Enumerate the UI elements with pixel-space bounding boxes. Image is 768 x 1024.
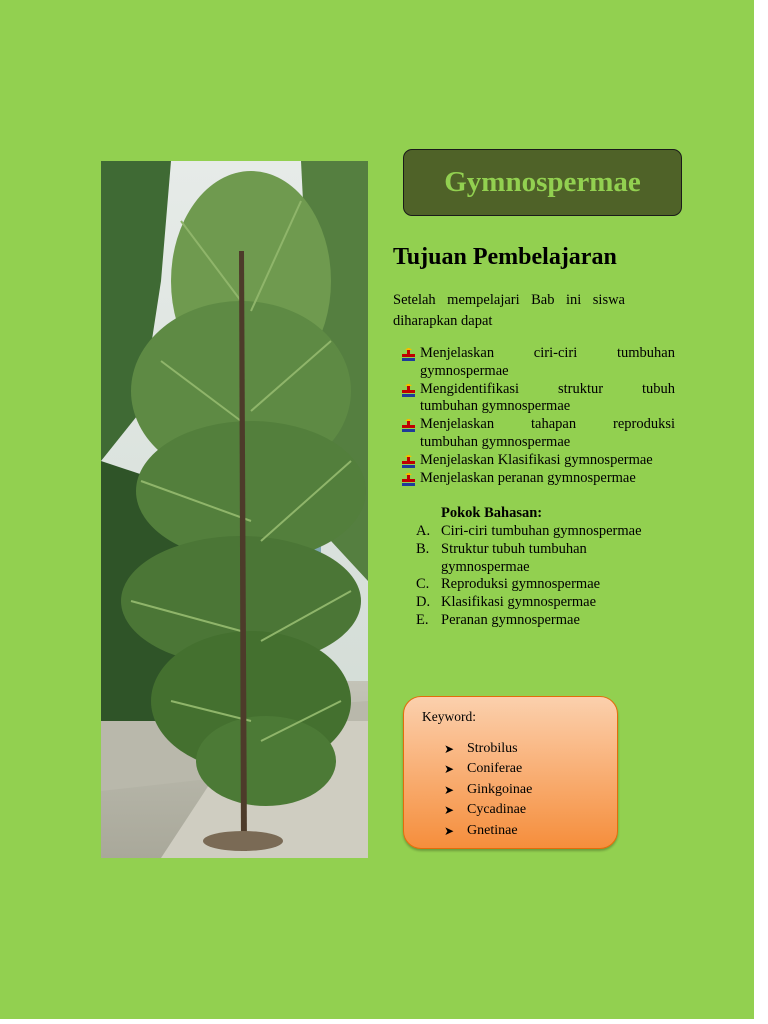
plus-arrow-bullet-icon (402, 384, 415, 397)
list-item (416, 523, 666, 541)
topic-letter: B. (416, 540, 430, 557)
keyword-text: Gnetinae (467, 822, 518, 838)
keyword-text: Cycadinae (467, 802, 527, 818)
learning-objectives-heading: Tujuan Pembelajaran (393, 244, 617, 270)
keyword-list (444, 739, 532, 841)
chapter-title-box (403, 149, 682, 216)
list-item (400, 416, 675, 452)
topic-letter: A. (416, 523, 431, 539)
topics-heading: Pokok Bahasan: (441, 505, 543, 521)
list-item (444, 759, 532, 779)
list-item (416, 612, 666, 630)
arrow-bullet-icon: ➤ (444, 803, 455, 818)
objective-text: Menjelaskan ciri-ciri tumbuhan (420, 345, 675, 361)
list-item (444, 739, 532, 759)
plus-arrow-bullet-icon (402, 455, 415, 468)
objective-text: Menjelaskan Klasifikasi gymnospermae (420, 451, 653, 468)
chapter-title: Gymnospermae (444, 166, 641, 198)
list-item (400, 345, 675, 381)
objectives-list (400, 345, 675, 487)
objective-text-cont: gymnospermae (420, 362, 509, 379)
keyword-label: Keyword: (422, 709, 476, 724)
topics-list (416, 523, 666, 630)
list-item (444, 821, 532, 841)
arrow-bullet-icon: ➤ (444, 742, 455, 756)
arrow-bullet-icon: ➤ (444, 762, 455, 777)
keyword-text: Ginkgoinae (467, 781, 533, 797)
pine-tree-illustration (101, 161, 368, 858)
list-item (416, 594, 666, 612)
plus-arrow-bullet-icon (402, 348, 415, 361)
list-item (400, 470, 675, 488)
objective-text-cont: tumbuhan gymnospermae (420, 398, 571, 415)
objective-text: Menjelaskan peranan gymnospermae (420, 469, 636, 486)
objective-text: Mengidentifikasi struktur tubuh (420, 380, 675, 397)
topic-text: Klasifikasi gymnospermae (441, 594, 597, 611)
topic-text: Peranan gymnospermae (441, 611, 580, 628)
arrow-bullet-icon: ➤ (444, 823, 455, 838)
plus-arrow-bullet-icon (402, 473, 415, 486)
topic-text: Ciri-ciri tumbuhan gymnospermae (441, 523, 642, 539)
keyword-box (403, 696, 618, 849)
list-item (400, 381, 675, 417)
list-item (416, 576, 666, 594)
pine-tree-photo (101, 161, 368, 858)
list-item (400, 452, 675, 470)
list-item (416, 541, 666, 577)
keyword-text: Coniferae (467, 761, 523, 777)
list-item (444, 780, 532, 800)
topic-letter: C. (416, 576, 430, 593)
topic-text: Reproduksi gymnospermae (441, 576, 601, 593)
keyword-text: Strobilus (467, 741, 518, 756)
topic-letter: E. (416, 611, 429, 628)
objective-text: Menjelaskan tahapan reproduksi (420, 416, 675, 433)
topic-letter: D. (416, 594, 431, 611)
objective-text-cont: tumbuhan gymnospermae (420, 433, 571, 450)
list-item (444, 800, 532, 820)
arrow-bullet-icon: ➤ (444, 782, 455, 797)
topic-text: Struktur tubuh tumbuhan gymnospermae (441, 540, 587, 575)
intro-line-1: Setelah mempelajari Bab ini siswa (393, 292, 625, 308)
intro-line-2: diharapkan dapat (393, 313, 493, 329)
intro-paragraph (393, 290, 625, 332)
plus-arrow-bullet-icon (402, 419, 415, 432)
